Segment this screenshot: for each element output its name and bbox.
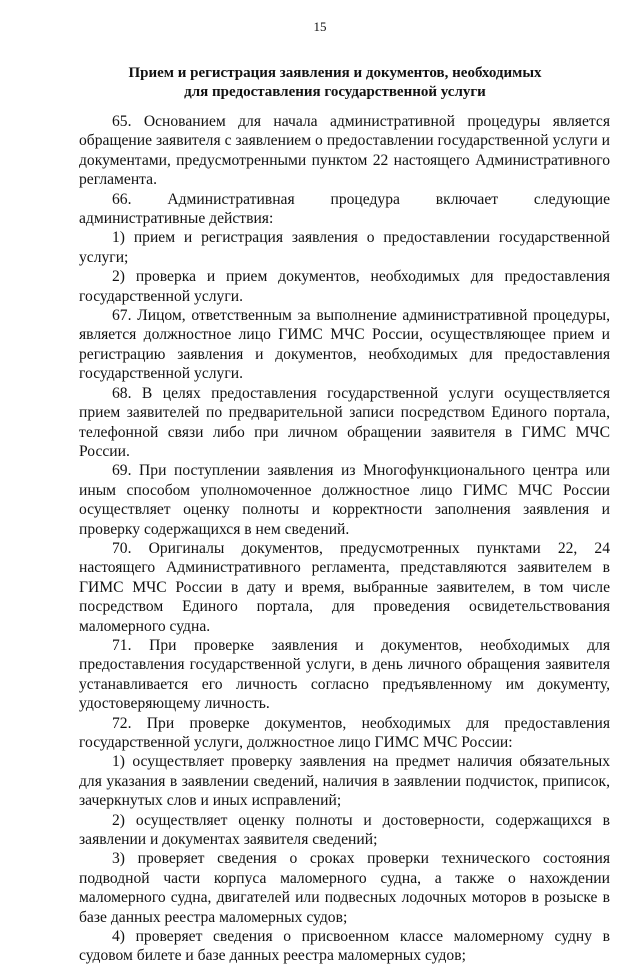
paragraph-68: 68. В целях предоставления государственной услуги осуществляется прием заявителей по предварительной записи посредством Единого портала, телефонной связи либо при личном обращении заявителя в ГИМС МЧС России. xyxy=(79,384,610,460)
list-item-72-4: 4) проверяет сведения о присвоенном классе маломерному судну в судовом билете и базе данных реестра маломерных судов; xyxy=(79,928,610,965)
paragraph-69: 69. При поступлении заявления из Многофункционального центра или иным способом уполномоченное должностное лицо ГИМС МЧС России осуществляет оценку полноты и корректности заполнения заявления и проверку содержащихся в нем сведений. xyxy=(79,462,610,538)
paragraph-66: 66. Административная процедура включает следующие административные действия: xyxy=(79,190,610,228)
list-item-72-3: 3) проверяет сведения о сроках проверки технического состояния подводной части корпуса маломерного судна, а также о нахождении маломерного судна, двигателей или подвесных лодочных моторов в розыске в базе данных реестра маломерных судов; xyxy=(79,850,610,926)
paragraph-72: 72. При проверке документов, необходимых для предоставления государственной услуги, должностное лицо ГИМС МЧС России: xyxy=(79,714,610,751)
paragraph-71: 71. При проверке заявления и документов, необходимых для предоставления государственной услуги, в день личного обращения заявителя устанавливается его личность согласно предъявленному им документу, удостоверяющему личность. xyxy=(79,636,610,713)
paragraph-67: 67. Лицом, ответственным за выполнение административной процедуры, является должностное лицо ГИМС МЧС России, осуществляющее прием и регистрацию заявления и документов, необходимых для предоставления государственной услуги. xyxy=(79,307,610,383)
list-item-72-2: 2) осуществляет оценку полноты и достоверности, содержащихся в заявлении и документах заявителя сведений; xyxy=(79,811,610,849)
page-number: 15 xyxy=(313,19,327,34)
list-item-66-2: 2) проверка и прием документов, необходимых для предоставления государственной услуги. xyxy=(79,268,610,305)
section-heading-line-2: для предоставления государственной услуги xyxy=(184,84,486,100)
section-heading xyxy=(70,64,600,102)
paragraph-65: 65. Основанием для начала административной процедуры является обращение заявителя с заявлением о предоставлении государственной услуги и документами, предусмотренными пунктом 22 настоящего Административного регламента. xyxy=(79,113,610,189)
body-text xyxy=(79,112,610,966)
section-heading-line-1: Прием и регистрация заявления и документов, необходимых xyxy=(128,65,542,81)
paragraph-70: 70. Оригиналы документов, предусмотренных пунктами 22, 24 настоящего Административного регламента, представляются заявителем в ГИМС МЧС России в дату и время, выбранные заявителем, в том числе посредством Единого портала, для проведения освидетельствования маломерного судна. xyxy=(79,539,610,635)
list-item-66-1: 1) прием и регистрация заявления о предоставлении государственной услуги; xyxy=(79,229,610,266)
list-item-72-1: 1) осуществляет проверку заявления на предмет наличия обязательных для указания в заявлении сведений, наличия в заявлении подчисток, приписок, зачеркнутых слов и иных исправлений; xyxy=(79,753,610,810)
